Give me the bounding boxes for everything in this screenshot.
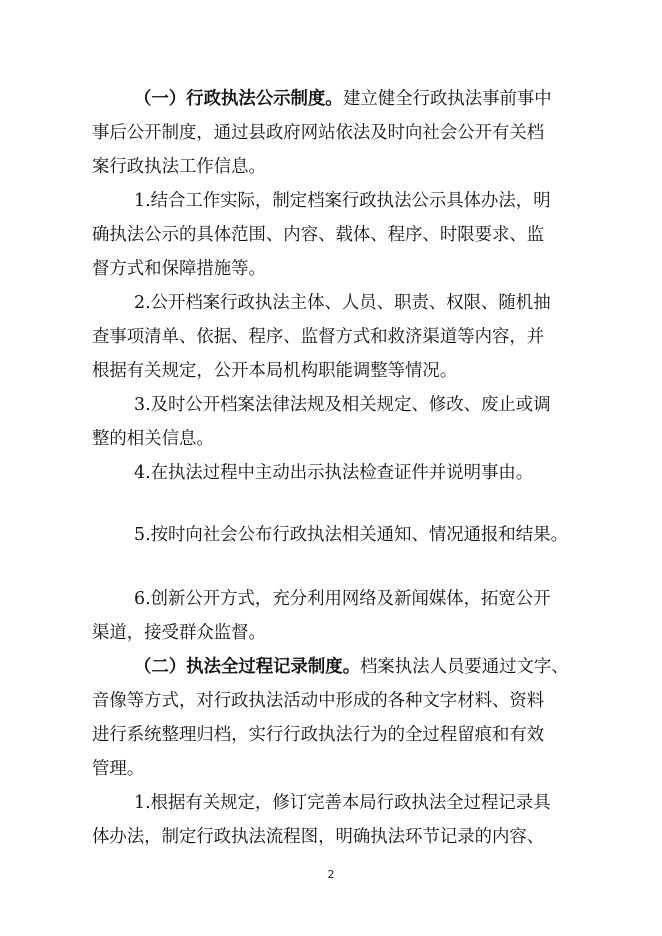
text-line [0,752,662,786]
text-line [0,616,662,650]
paragraph-text: 音像等方式，对行政执法活动中形成的各种文字材料、资料 [92,691,545,711]
text-line [0,388,662,422]
paragraph-text: 事后公开制度，通过县政府网站依法及时向社会公开有关档 [92,123,545,143]
page-number: 2 [327,868,335,881]
paragraph-text: 督方式和保障措施等。 [92,259,266,279]
text-line [0,82,662,116]
paragraph-text: 根据有关规定，公开本局机构职能调整等情况。 [92,361,458,381]
text-line [0,320,662,354]
text-line [0,718,662,752]
text-line [0,518,662,552]
text-line [0,218,662,252]
paragraph-text: 3.及时公开档案法律法规及相关规定、修改、废止或调 [134,395,551,415]
paragraph-text: 建立健全行政执法事前事中 [343,89,552,109]
section-heading: （二）执法全过程记录制度。 [134,657,361,677]
paragraph-text: 1.根据有关规定，修订完善本局行政执法全过程记录具 [134,793,551,813]
text-line [0,456,662,490]
paragraph-text: 6.创新公开方式，充分利用网络及新闻媒体，拓宽公开 [134,589,551,609]
text-line [0,786,662,820]
paragraph-text: 5.按时向社会公布行政执法相关通知、情况通报和结果。 [134,525,568,545]
text-line [0,184,662,218]
text-line [0,650,662,684]
paragraph-text: 渠道，接受群众监督。 [92,623,266,643]
text-line [0,116,662,150]
text-line [0,582,662,616]
paragraph-text: 进行系统整理归档，实行行政执法行为的全过程留痕和有效 [92,725,545,745]
text-line [0,820,662,854]
paragraph-text: 确执法公示的具体范围、内容、载体、程序、时限要求、监 [92,225,545,245]
section-heading: （一）行政执法公示制度。 [134,89,343,109]
text-line [0,354,662,388]
paragraph-text: 2.公开档案行政执法主体、人员、职责、权限、随机抽 [134,293,551,313]
paragraph-text: 案行政执法工作信息。 [92,157,266,177]
paragraph-text: 整的相关信息。 [92,429,214,449]
paragraph-text: 查事项清单、依据、程序、监督方式和救济渠道等内容，并 [92,327,545,347]
text-line [0,150,662,184]
paragraph-text: 4.在执法过程中主动出示执法检查证件并说明事由。 [134,463,534,483]
paragraph-text: 1.结合工作实际，制定档案行政执法公示具体办法，明 [134,191,551,211]
text-line [0,286,662,320]
paragraph-text: 管理。 [92,759,145,779]
paragraph-text: 档案执法人员要通过文字、 [360,657,569,677]
text-line [0,252,662,286]
text-line [0,684,662,718]
text-line [0,422,662,456]
paragraph-text: 体办法，制定行政执法流程图，明确执法环节记录的内容、 [92,827,545,847]
